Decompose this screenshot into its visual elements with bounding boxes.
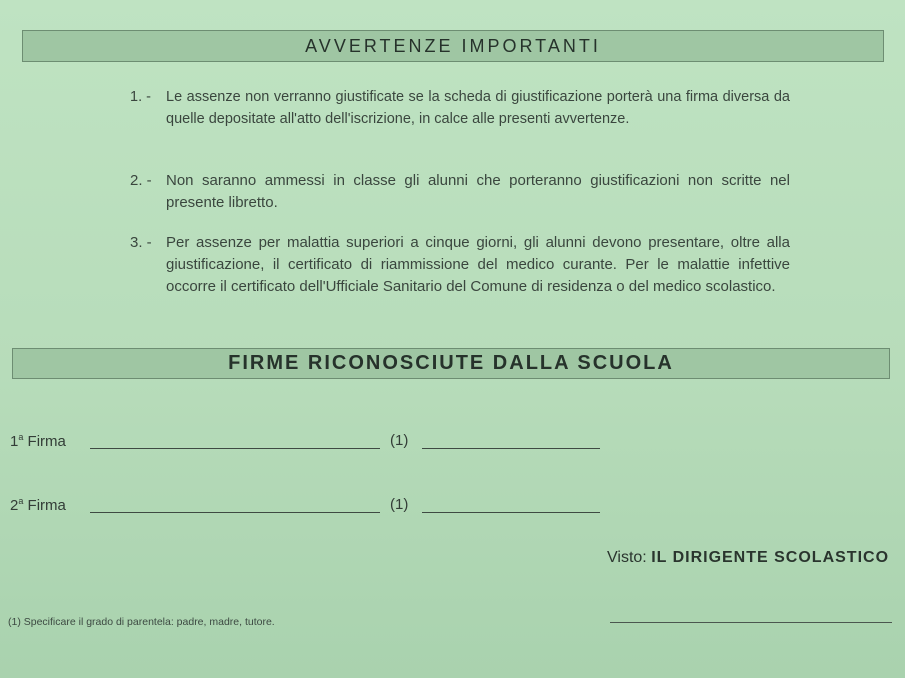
- warning-text: Le assenze non verranno giustificate se la scheda di giustificazione porterà una firma diversa da quelle depositate all'atto dell'iscrizione, in calce alle presenti avvertenze.: [166, 89, 790, 127]
- warnings-header: AVVERTENZE IMPORTANTI: [22, 30, 884, 62]
- warning-number: 3. -: [130, 234, 152, 251]
- relation-field[interactable]: [422, 448, 600, 449]
- footnote: (1) Specificare il grado di parentela: padre, madre, tutore.: [8, 616, 275, 628]
- warning-number: 2. -: [130, 172, 152, 189]
- warning-item: [130, 170, 790, 214]
- principal-approval: [607, 549, 889, 567]
- warning-text: Non saranno ammessi in classe gli alunni che porteranno giustificazioni non scritte nel presente libretto.: [166, 172, 790, 211]
- signatures-header: FIRME RICONOSCIUTE DALLA SCUOLA: [12, 348, 890, 379]
- principal-title: IL DIRIGENTE SCOLASTICO: [651, 549, 890, 566]
- visto-label: Visto:: [607, 549, 647, 566]
- principal-signature-field[interactable]: [610, 622, 892, 623]
- warning-number: 1. -: [130, 89, 151, 105]
- signature-label: 1$^a$ Firma: [10, 432, 66, 450]
- relation-marker: (1): [390, 432, 409, 449]
- signature-label: 2$^a$ Firma: [10, 496, 66, 514]
- warning-item: [130, 232, 790, 298]
- signature-field[interactable]: [90, 512, 380, 513]
- warning-item: [130, 86, 790, 130]
- relation-field[interactable]: [422, 512, 600, 513]
- warning-text: Per assenze per malattia superiori a cinque giorni, gli alunni devono presentare, oltre alla giustificazione, il certificato di riammissione del medico curante. Per le malattie infettive occorre il certificato dell'Ufficiale Sanitario del Comune di residenza o del medico scolastico.: [166, 234, 790, 295]
- relation-marker: (1): [390, 496, 409, 513]
- signature-field[interactable]: [90, 448, 380, 449]
